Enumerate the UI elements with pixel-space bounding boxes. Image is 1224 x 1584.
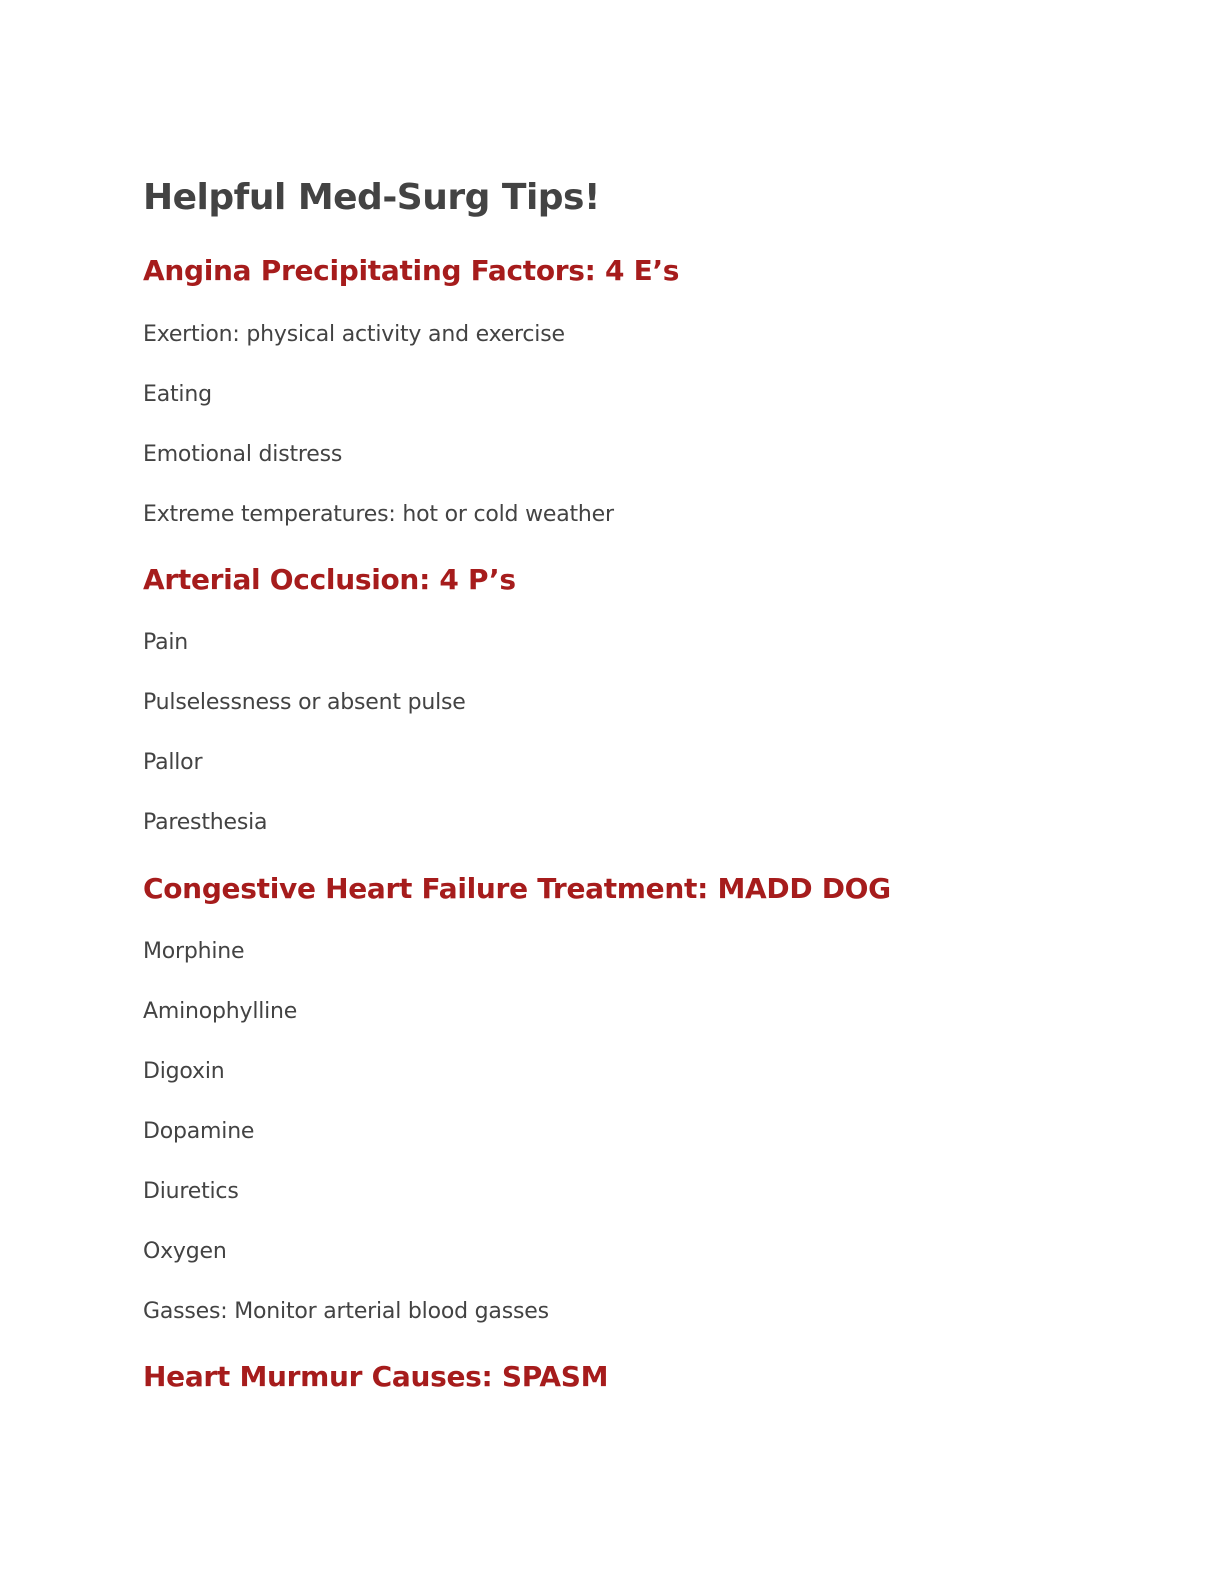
list-item: Digoxin [143,1059,225,1084]
list-item: Pallor [143,750,203,775]
list-item: Paresthesia [143,810,268,835]
list-item: Dopamine [143,1119,255,1144]
list-item: Extreme temperatures: hot or cold weather [143,502,614,527]
document-title: Helpful Med-Surg Tips! [143,177,600,218]
list-item: Morphine [143,939,245,964]
list-item: Emotional distress [143,442,343,467]
section-heading-heart-murmur: Heart Murmur Causes: SPASM [143,1360,609,1393]
list-item: Pulselessness or absent pulse [143,690,466,715]
list-item: Gasses: Monitor arterial blood gasses [143,1299,549,1324]
list-item: Pain [143,630,189,655]
section-heading-angina: Angina Precipitating Factors: 4 E’s [143,254,680,287]
list-item: Exertion: physical activity and exercise [143,322,565,347]
section-heading-arterial-occlusion: Arterial Occlusion: 4 P’s [143,563,516,596]
section-heading-chf-treatment: Congestive Heart Failure Treatment: MADD DOG [143,872,891,905]
list-item: Diuretics [143,1179,239,1204]
list-item: Eating [143,382,212,407]
list-item: Aminophylline [143,999,298,1024]
list-item: Oxygen [143,1239,227,1264]
